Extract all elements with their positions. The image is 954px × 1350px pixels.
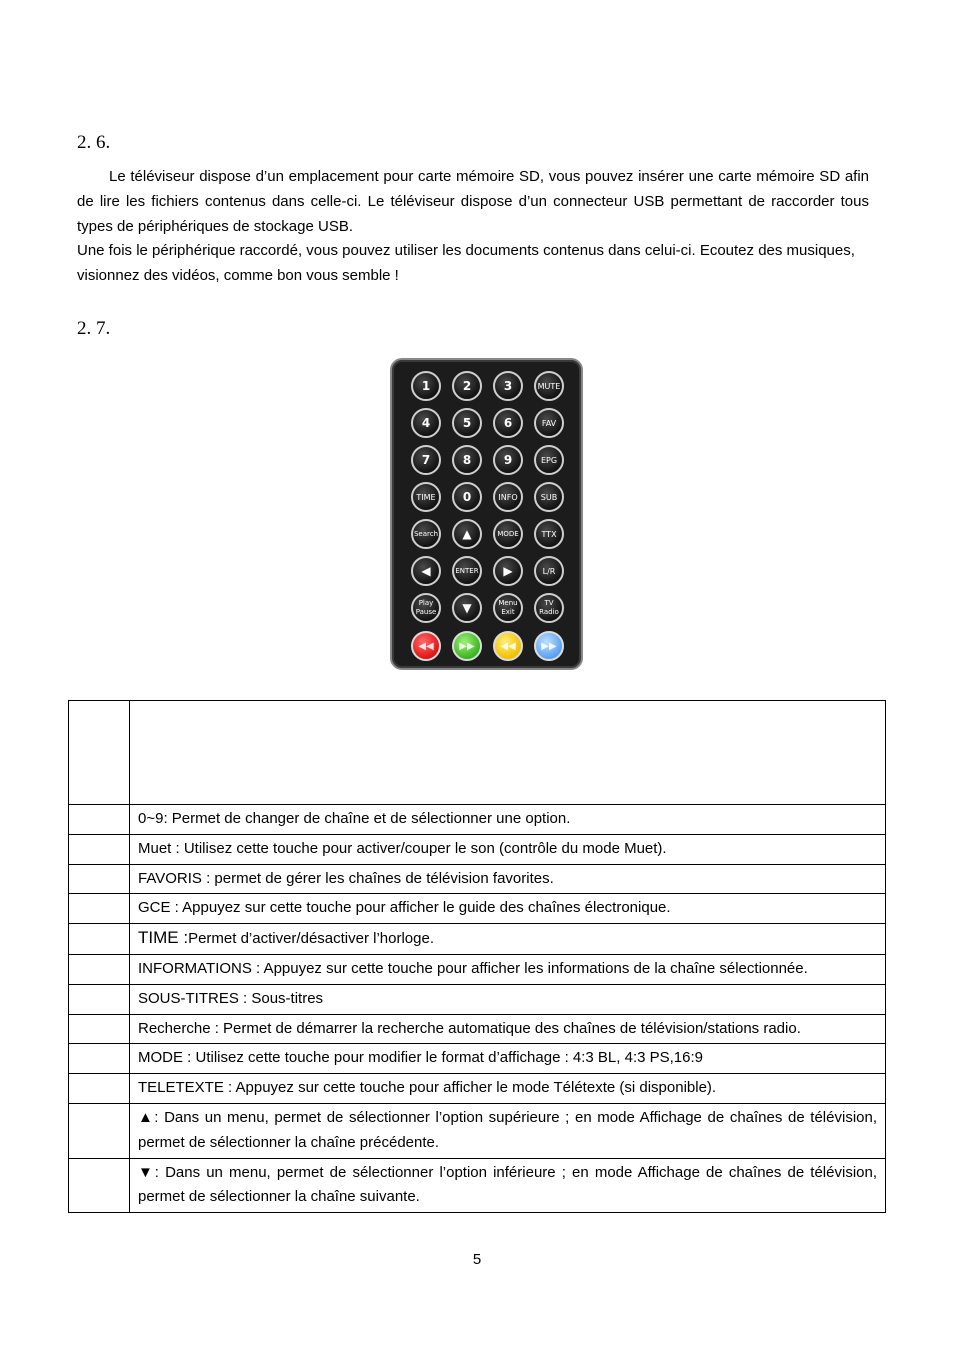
- remote-button-enter: ENTER: [452, 556, 482, 586]
- remote-button-epg: EPG: [534, 445, 564, 475]
- paragraph-sd-usb: Le téléviseur dispose d’un emplacement pour carte mémoire SD, vous pouvez insérer une carte mémoire SD afin de lire les fichiers contenus dans celle-ci. Le téléviseur dispose d’un connecteur USB permettant de raccorder tous types de périphériques de stockage USB.: [77, 168, 869, 235]
- table-row: [69, 1074, 886, 1104]
- table-cell-description: [130, 701, 886, 805]
- remote-button-menu-exit: Menu Exit: [493, 593, 523, 623]
- remote-button-red-rewind-icon: ◀◀: [411, 631, 441, 661]
- table-cell-description: ▲: Dans un menu, permet de sélectionner l’option supérieure ; en mode Affichage de chaînes de télévision, permet de sélectionner la chaîne précédente.: [130, 1103, 886, 1158]
- table-cell-description: INFORMATIONS : Appuyez sur cette touche pour afficher les informations de la chaîne sélectionnée.: [130, 954, 886, 984]
- page-number: 5: [472, 1251, 482, 1268]
- table-row: [69, 924, 886, 955]
- section-heading-2-7: 2. 7.: [77, 318, 111, 339]
- remote-control-image: [390, 358, 583, 670]
- table-cell-key: [69, 701, 130, 805]
- table-cell-description: FAVORIS : permet de gérer les chaînes de télévision favorites.: [130, 864, 886, 894]
- remote-button-6: 6: [493, 408, 523, 438]
- table-cell-description: SOUS-TITRES : Sous-titres: [130, 984, 886, 1014]
- remote-button-5: 5: [452, 408, 482, 438]
- remote-button-9: 9: [493, 445, 523, 475]
- section-heading-2-6: 2. 6.: [77, 132, 111, 153]
- remote-button-blue-forward-icon: ▶▶: [534, 631, 564, 661]
- remote-button-0: 0: [452, 482, 482, 512]
- table-row: [69, 894, 886, 924]
- remote-button-left-icon: ◀: [411, 556, 441, 586]
- table-header-row: [69, 701, 886, 805]
- remote-button-3: 3: [493, 371, 523, 401]
- remote-button-info: INFO: [493, 482, 523, 512]
- table-row: [69, 984, 886, 1014]
- table-row: [69, 834, 886, 864]
- remote-button-7: 7: [411, 445, 441, 475]
- time-key-label: TIME :: [138, 928, 189, 948]
- remote-button-play-pause: Play Pause: [411, 593, 441, 623]
- remote-button-up-icon: ▲: [452, 519, 482, 549]
- remote-button-search: Search: [411, 519, 441, 549]
- table-cell-description: [130, 924, 886, 955]
- table-cell-description: MODE : Utilisez cette touche pour modifier le format d’affichage : 4:3 BL, 4:3 PS,16:9: [130, 1044, 886, 1074]
- table-row: [69, 1158, 886, 1213]
- remote-button-8: 8: [452, 445, 482, 475]
- table-row: [69, 805, 886, 835]
- table-cell-description: GCE : Appuyez sur cette touche pour afficher le guide des chaînes électronique.: [130, 894, 886, 924]
- table-row: [69, 954, 886, 984]
- time-key-description: Permet d’activer/désactiver l’horloge.: [188, 930, 435, 948]
- table-cell-description: Recherche : Permet de démarrer la recherche automatique des chaînes de télévision/stations radio.: [130, 1014, 886, 1044]
- remote-button-4: 4: [411, 408, 441, 438]
- table-cell-description: ▼: Dans un menu, permet de sélectionner l’option inférieure ; en mode Affichage de chaînes de télévision, permet de sélectionner la chaîne suivante.: [130, 1158, 886, 1213]
- remote-button-sub: SUB: [534, 482, 564, 512]
- remote-button-1: 1: [411, 371, 441, 401]
- remote-button-2: 2: [452, 371, 482, 401]
- remote-button-yellow-rewind-icon: ◀◀: [493, 631, 523, 661]
- remote-button-tv-radio: TV Radio: [534, 593, 564, 623]
- remote-button-right-icon: ▶: [493, 556, 523, 586]
- remote-button-mode: MODE: [493, 519, 523, 549]
- remote-button-ttx: TTX: [534, 519, 564, 549]
- remote-button-mute: MUTE: [534, 371, 564, 401]
- paragraph-usage: Une fois le périphérique raccordé, vous pouvez utiliser les documents contenus dans celui-ci. Ecoutez des musiques, visionnez des vidéos, comme bon vous semble !: [77, 242, 855, 284]
- table-row: [69, 1044, 886, 1074]
- remote-button-down-icon: ▼: [452, 593, 482, 623]
- table-cell-description: 0~9: Permet de changer de chaîne et de sélectionner une option.: [130, 805, 886, 835]
- remote-button-time: TIME: [411, 482, 441, 512]
- table-row: [69, 864, 886, 894]
- table-cell-description: Muet : Utilisez cette touche pour activer/couper le son (contrôle du mode Muet).: [130, 834, 886, 864]
- remote-button-lr: L/R: [534, 556, 564, 586]
- table-cell-description: TELETEXTE : Appuyez sur cette touche pour afficher le mode Télétexte (si disponible).: [130, 1074, 886, 1104]
- remote-button-green-forward-icon: ▶▶: [452, 631, 482, 661]
- table-row: [69, 1103, 886, 1158]
- table-row: [69, 1014, 886, 1044]
- remote-button-fav: FAV: [534, 408, 564, 438]
- remote-keys-table: [68, 700, 886, 1213]
